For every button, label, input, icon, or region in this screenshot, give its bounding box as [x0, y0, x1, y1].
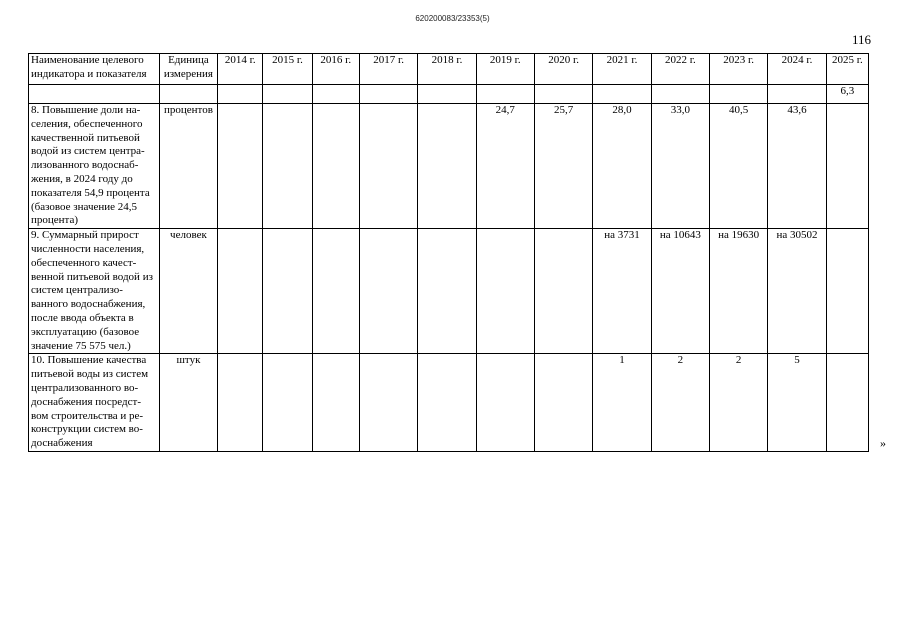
table-cell [476, 354, 534, 452]
indicator-name: 10. Повышение качества питьевой воды из систем централизованного во-доснабжения посредст-вом строительства и ре-конструкции систем во-доснабжения [29, 354, 160, 452]
table-cell [263, 354, 312, 452]
header-year: 2023 г. [710, 54, 768, 85]
table-cell [263, 85, 312, 104]
table-cell [29, 85, 160, 104]
table-cell [263, 104, 312, 229]
table-cell [651, 85, 709, 104]
table-cell: 6,3 [826, 85, 868, 104]
table-cell: 1 [593, 354, 651, 452]
table-cell [593, 85, 651, 104]
header-unit: Единица измерения [159, 54, 217, 85]
table-cell: 28,0 [593, 104, 651, 229]
header-year: 2014 г. [218, 54, 263, 85]
document-id: 620200083/23353(5) [415, 14, 490, 23]
table-cell [768, 85, 826, 104]
table-cell [312, 354, 359, 452]
table-cell [418, 354, 476, 452]
table-cell [359, 104, 417, 229]
page-number: 116 [852, 32, 872, 47]
table-cell [476, 85, 534, 104]
header-year: 2024 г. [768, 54, 826, 85]
table-cell: 5 [768, 354, 826, 452]
table-cell [534, 229, 592, 354]
table-cell: на 10643 [651, 229, 709, 354]
table-cell: 2 [651, 354, 709, 452]
table-cell: 33,0 [651, 104, 709, 229]
table-cell [826, 104, 868, 229]
table-cell: 25,7 [534, 104, 592, 229]
header-year: 2019 г. [476, 54, 534, 85]
header-name: Наименование целевого индикатора и показателя [29, 54, 160, 85]
header-year: 2015 г. [263, 54, 312, 85]
table-row [29, 229, 869, 354]
table-cell [476, 229, 534, 354]
table-cell: 24,7 [476, 104, 534, 229]
table-cell: 2 [710, 354, 768, 452]
table-cell: на 30502 [768, 229, 826, 354]
table-cell [218, 104, 263, 229]
table-cell [534, 85, 592, 104]
indicator-unit: процентов [159, 104, 217, 229]
table-cell [826, 229, 868, 354]
header-row [29, 54, 869, 85]
indicator-name: 9. Суммарный прирост численности населения, обеспеченного качест-венной питьевой водой из систем централизо-ванного водоснабжения, после ввода объекта в эксплуатацию (базовое значение 75 575 чел.) [29, 229, 160, 354]
table-cell [826, 354, 868, 452]
table-cell [710, 85, 768, 104]
indicators-table [28, 53, 869, 452]
header-year: 2018 г. [418, 54, 476, 85]
continuation-row [29, 85, 869, 104]
table-cell: 40,5 [710, 104, 768, 229]
table-cell [418, 85, 476, 104]
table-cell [312, 104, 359, 229]
table-cell [312, 85, 359, 104]
table-cell [218, 229, 263, 354]
header-year: 2016 г. [312, 54, 359, 85]
table-cell: 43,6 [768, 104, 826, 229]
indicator-unit: человек [159, 229, 217, 354]
table-cell [312, 229, 359, 354]
table-row [29, 354, 869, 452]
table-cell [263, 229, 312, 354]
indicator-unit: штук [159, 354, 217, 452]
table-cell [359, 85, 417, 104]
indicator-name: 8. Повышение доли на-селения, обеспеченного качественной питьевой водой из систем центра-лизованного водоснаб-жения, в 2024 году до показателя 54,9 процента (базовое значение 24,5 процента) [29, 104, 160, 229]
table-cell [359, 229, 417, 354]
table-cell [418, 104, 476, 229]
header-year: 2017 г. [359, 54, 417, 85]
table-cell [218, 85, 263, 104]
header-year: 2025 г. [826, 54, 868, 85]
table-cell [359, 354, 417, 452]
table-cell: на 3731 [593, 229, 651, 354]
table-cell [159, 85, 217, 104]
table-cell [534, 354, 592, 452]
table-row [29, 104, 869, 229]
table-cell: на 19630 [710, 229, 768, 354]
header-year: 2022 г. [651, 54, 709, 85]
table-cell [218, 354, 263, 452]
closing-quote-mark: » [880, 436, 886, 450]
header-year: 2020 г. [534, 54, 592, 85]
header-year: 2021 г. [593, 54, 651, 85]
table-cell [418, 229, 476, 354]
